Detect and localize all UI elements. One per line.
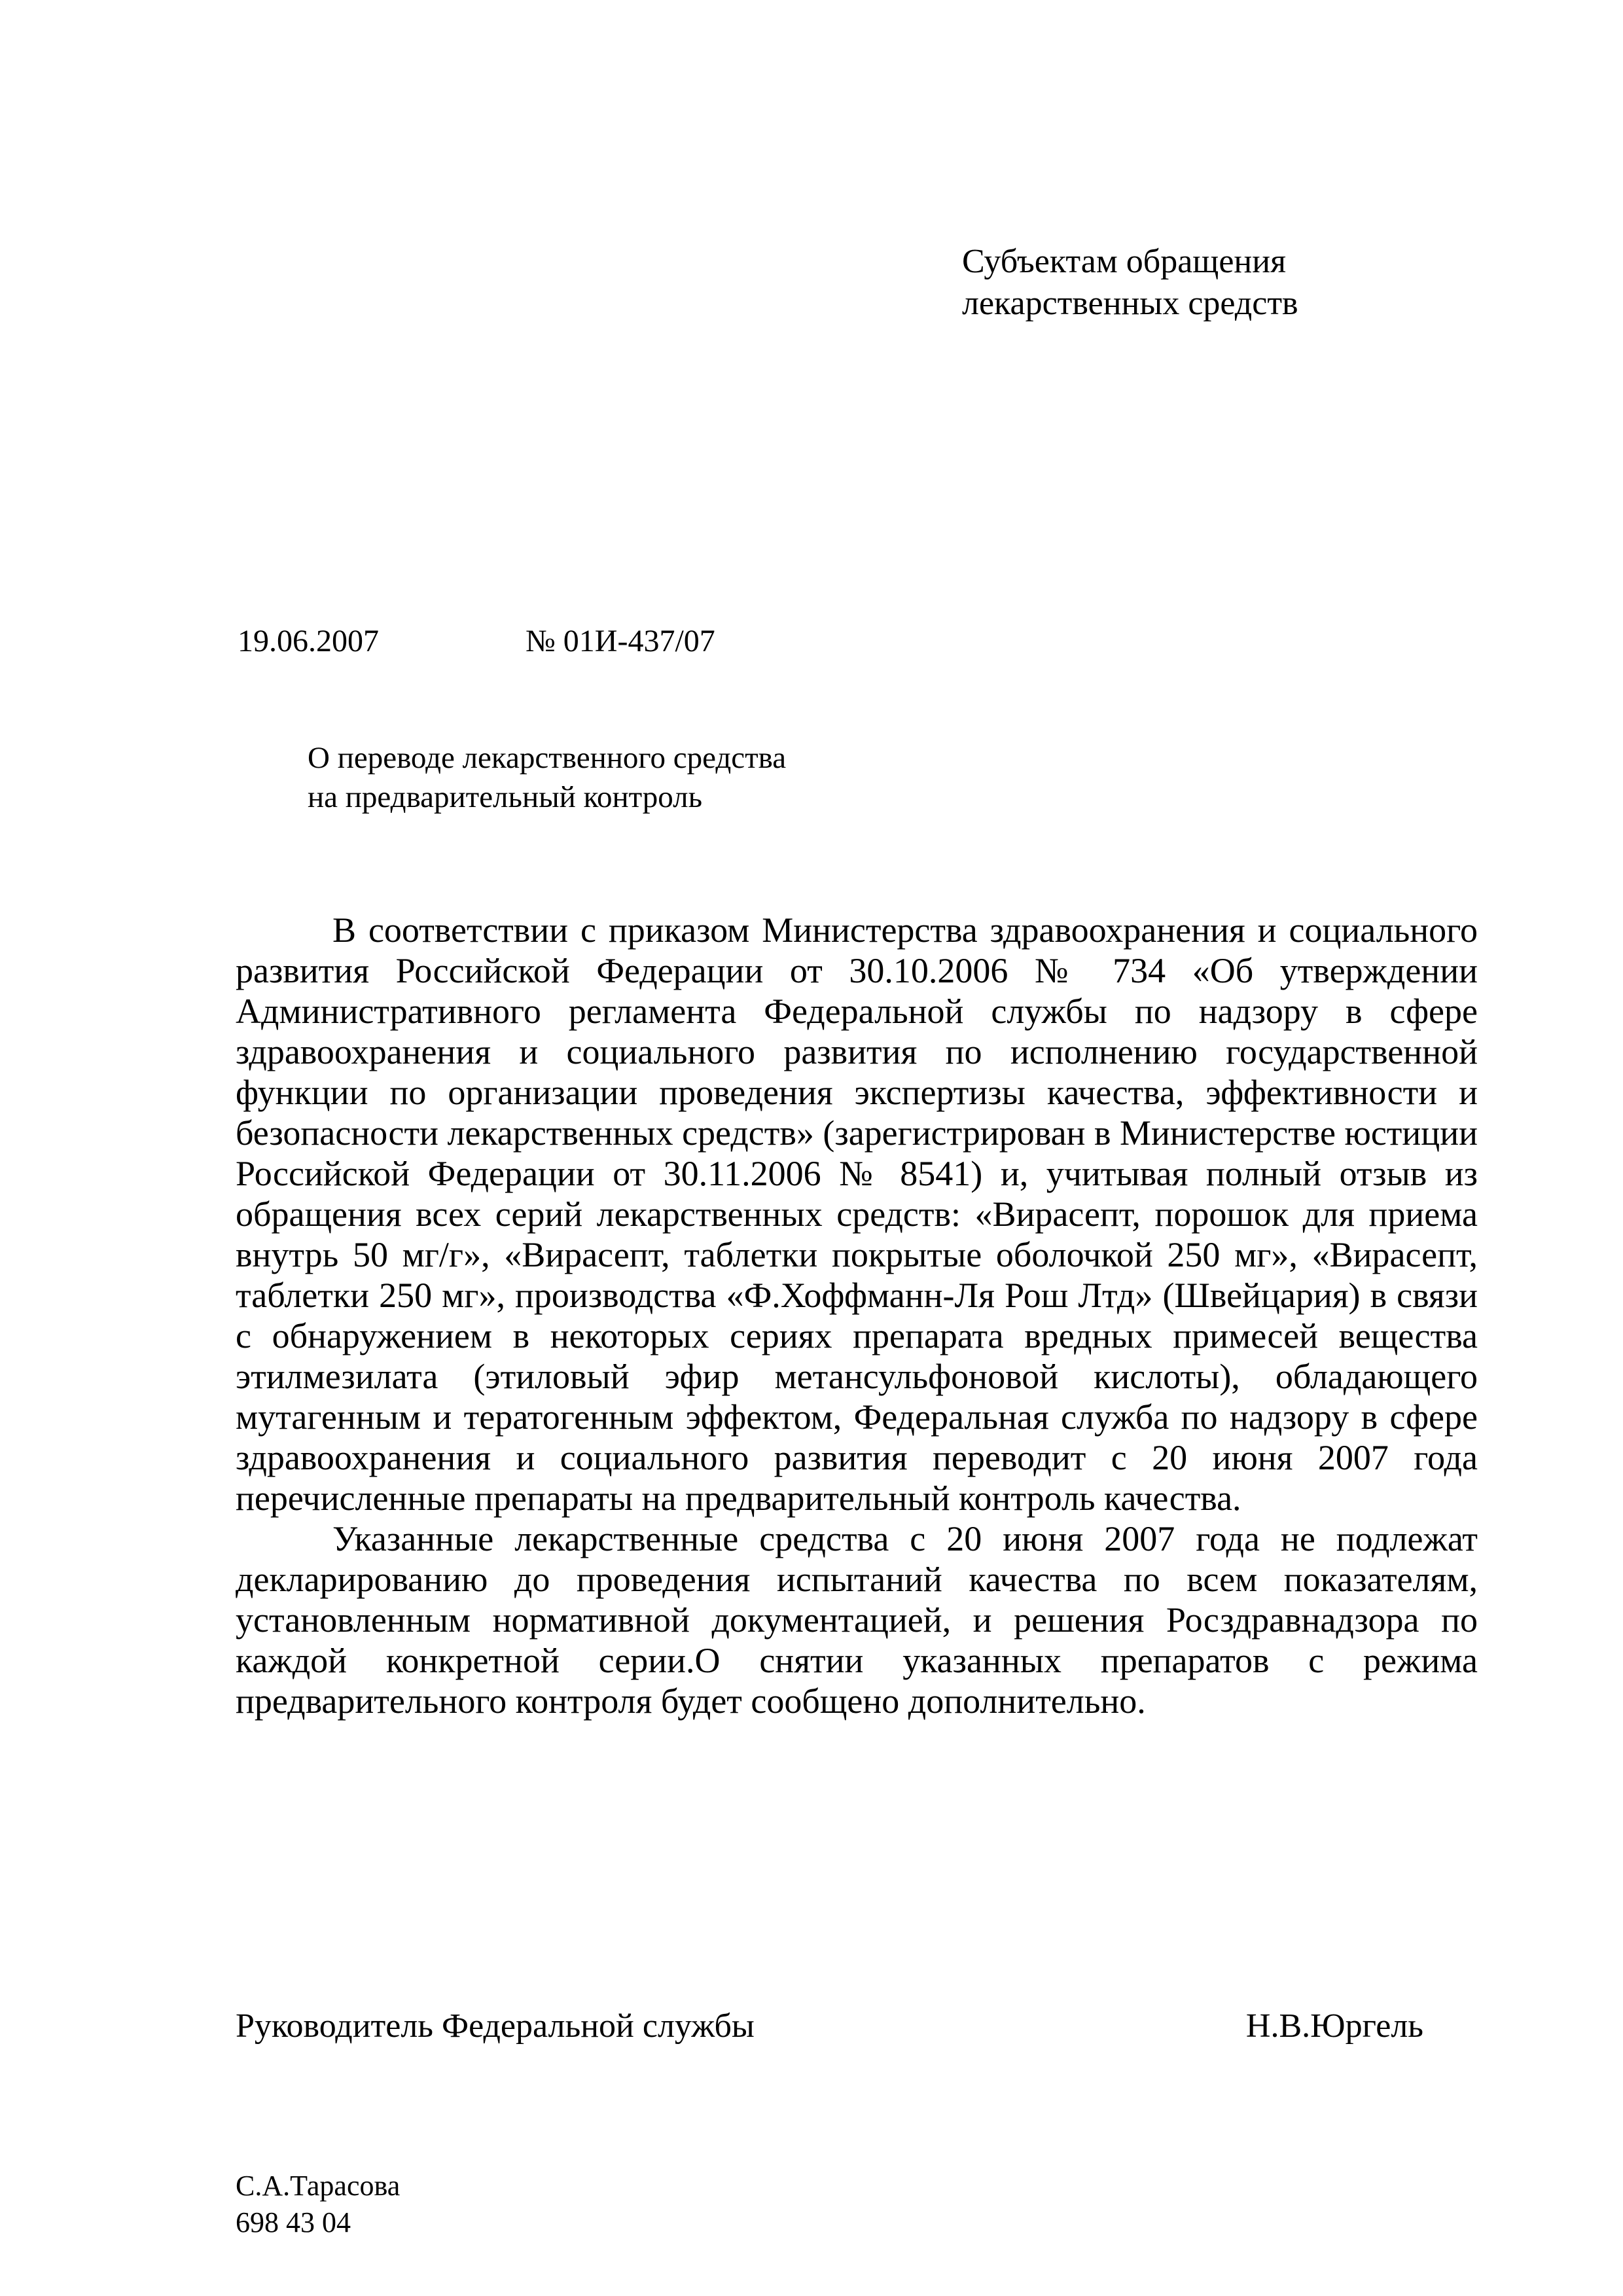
executor-name: С.А.Тарасова [236,2170,401,2202]
subject-line-2: на предварительный контроль [308,780,703,814]
letter-date: 19.06.2007 [238,624,379,658]
reference-row [238,623,1481,660]
signature-position: Руководитель Федеральной службы [236,2007,755,2045]
subject-line-1: О переводе лекарственного средства [308,741,787,775]
executor-phone: 698 43 04 [236,2206,351,2238]
letter-body [236,910,1478,1721]
recipient-block [962,241,1298,325]
recipient-line-1: Субъектам обращения [962,243,1286,280]
body-paragraph-1: В соответствии с приказом Министерства здравоохранения и социального развития Российской Федерации от 30.10.2006 № 734 «Об утверждении Административного регламента Федеральной службы по надзору в сфере здравоохранения и социального развития по исполнению государственной функции по организации проведения экспертизы качества, эффективности и безопасности лекарственных средств» (зарегистрирован в Министерстве юстиции Российской Федерации от 30.11.2006 № 8541) и, учитывая полный отзыв из обращения всех серий лекарственных средств: «Вирасепт, порошок для приема внутрь 50 мг/г», «Вирасепт, таблетки покрытые оболочкой 250 мг», «Вирасепт, таблетки 250 мг», производства «Ф.Хоффманн-Ля Рош Лтд» (Швейцария) в связи с обнаружением в некоторых сериях препарата вредных примесей вещества этилмезилата (этиловый эфир метансульфоновой кислоты), обладающего мутагенным и тератогенным эффектом, Федеральная служба по надзору в сфере здравоохранения и социального развития переводит с 20 июня 2007 года перечисленные препараты на предварительный контроль качества. [236,910,1478,1518]
executor-block [236,2168,400,2241]
signature-row [236,2006,1423,2047]
signature-name: Н.В.Юргель [1245,2007,1423,2045]
recipient-line-2: лекарственных средств [962,285,1298,322]
subject-block [308,738,786,817]
body-paragraph-2: Указанные лекарственные средства с 20 июня 2007 года не подлежат декларированию до проведения испытаний качества по всем показателям, установленным нормативной документацией, и решения Росздравнадзора по каждой конкретной серии.О снятии указанных препаратов с режима предварительного контроля будет сообщено дополнительно. [236,1519,1478,1721]
letter-number: № 01И-437/07 [526,624,715,658]
